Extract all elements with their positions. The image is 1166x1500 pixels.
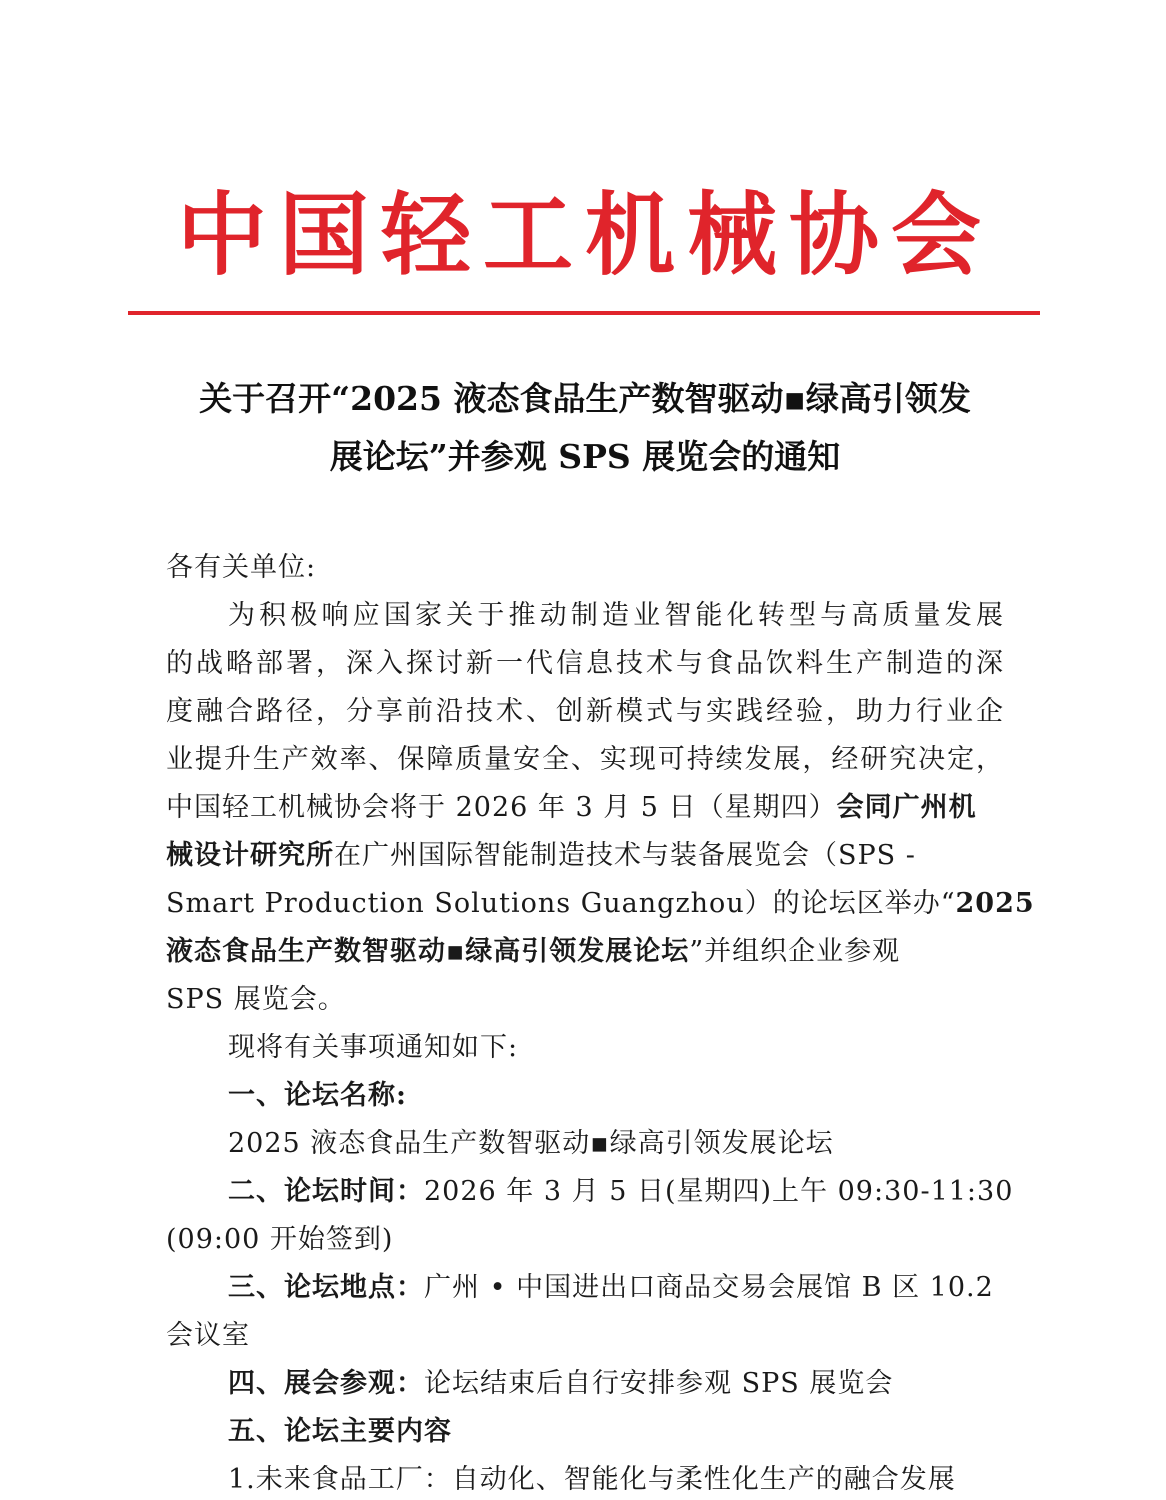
- paragraph-line: 业提升生产效率、保障质量安全、实现可持续发展，经研究决定，: [166, 744, 1004, 775]
- section-4-heading: 四、展会参观：: [228, 1368, 424, 1399]
- paragraph-line: [166, 836, 916, 876]
- section-1-value: 2025 液态食品生产数智驱动▪绿高引领发展论坛: [228, 1128, 834, 1159]
- forum-year-text: 2025: [955, 888, 1035, 919]
- co-organizer-text: 会同广州机: [836, 792, 977, 823]
- section-5-heading: 五、论坛主要内容: [228, 1416, 452, 1447]
- co-organizer-text-cont: 械设计研究所: [166, 840, 334, 871]
- forum-name-text: 液态食品生产数智驱动▪绿高引领发展论坛: [166, 936, 690, 967]
- paragraph-line: [166, 932, 900, 972]
- section-2-value: 2026 年 3 月 5 日(星期四)上午 09:30-11:30: [424, 1176, 1014, 1207]
- section-3-heading: 三、论坛地点：: [228, 1272, 424, 1303]
- section-2-line: [228, 1172, 1013, 1212]
- visit-text: ”并组织企业参观: [689, 936, 901, 967]
- section-3-value-cont: 会议室: [166, 1320, 250, 1351]
- section-4-line: [228, 1364, 893, 1404]
- section-1-heading: 一、论坛名称:: [228, 1080, 407, 1111]
- section-3-value: 广州 • 中国进出口商品交易会展馆 B 区 10.2: [424, 1272, 994, 1303]
- section-2-heading: 二、论坛时间：: [228, 1176, 424, 1207]
- paragraph-line: 为积极响应国家关于推动制造业智能化转型与高质量发展: [228, 600, 1004, 631]
- title-line-2: 展论坛”并参观 SPS 展览会的通知: [329, 437, 841, 476]
- organization-header: 中国轻工机械协会: [177, 182, 993, 288]
- paragraph-line: [166, 788, 977, 828]
- salutation: 各有关单位:: [166, 552, 317, 583]
- red-divider-line: [128, 311, 1040, 315]
- section-3-line: [228, 1268, 994, 1308]
- paragraph-line: 度融合路径，分享前沿技术、创新模式与实践经验，助力行业企: [166, 696, 1004, 727]
- intro-line: 现将有关事项通知如下:: [228, 1032, 519, 1063]
- paragraph-line: [166, 884, 1035, 924]
- date-text: 中国轻工机械协会将于 2026 年 3 月 5 日（星期四）: [166, 792, 837, 823]
- exhibition-name-text: Smart Production Solutions Guangzhou）的论坛区举办“: [166, 888, 956, 919]
- section-2-note: (09:00 开始签到): [166, 1224, 394, 1255]
- paragraph-line: 的战略部署，深入探讨新一代信息技术与食品饮料生产制造的深: [166, 648, 1004, 679]
- section-4-value: 论坛结束后自行安排参观 SPS 展览会: [424, 1368, 894, 1399]
- paragraph-line: SPS 展览会。: [166, 984, 346, 1015]
- venue-text: 在广州国际智能制造技术与装备展览会（SPS -: [334, 840, 916, 871]
- section-5-item-1: 1.未来食品工厂：自动化、智能化与柔性化生产的融合发展: [228, 1464, 956, 1495]
- title-line-1: 关于召开“2025 液态食品生产数智驱动▪绿高引领发: [199, 379, 971, 418]
- document-title: [150, 370, 1020, 486]
